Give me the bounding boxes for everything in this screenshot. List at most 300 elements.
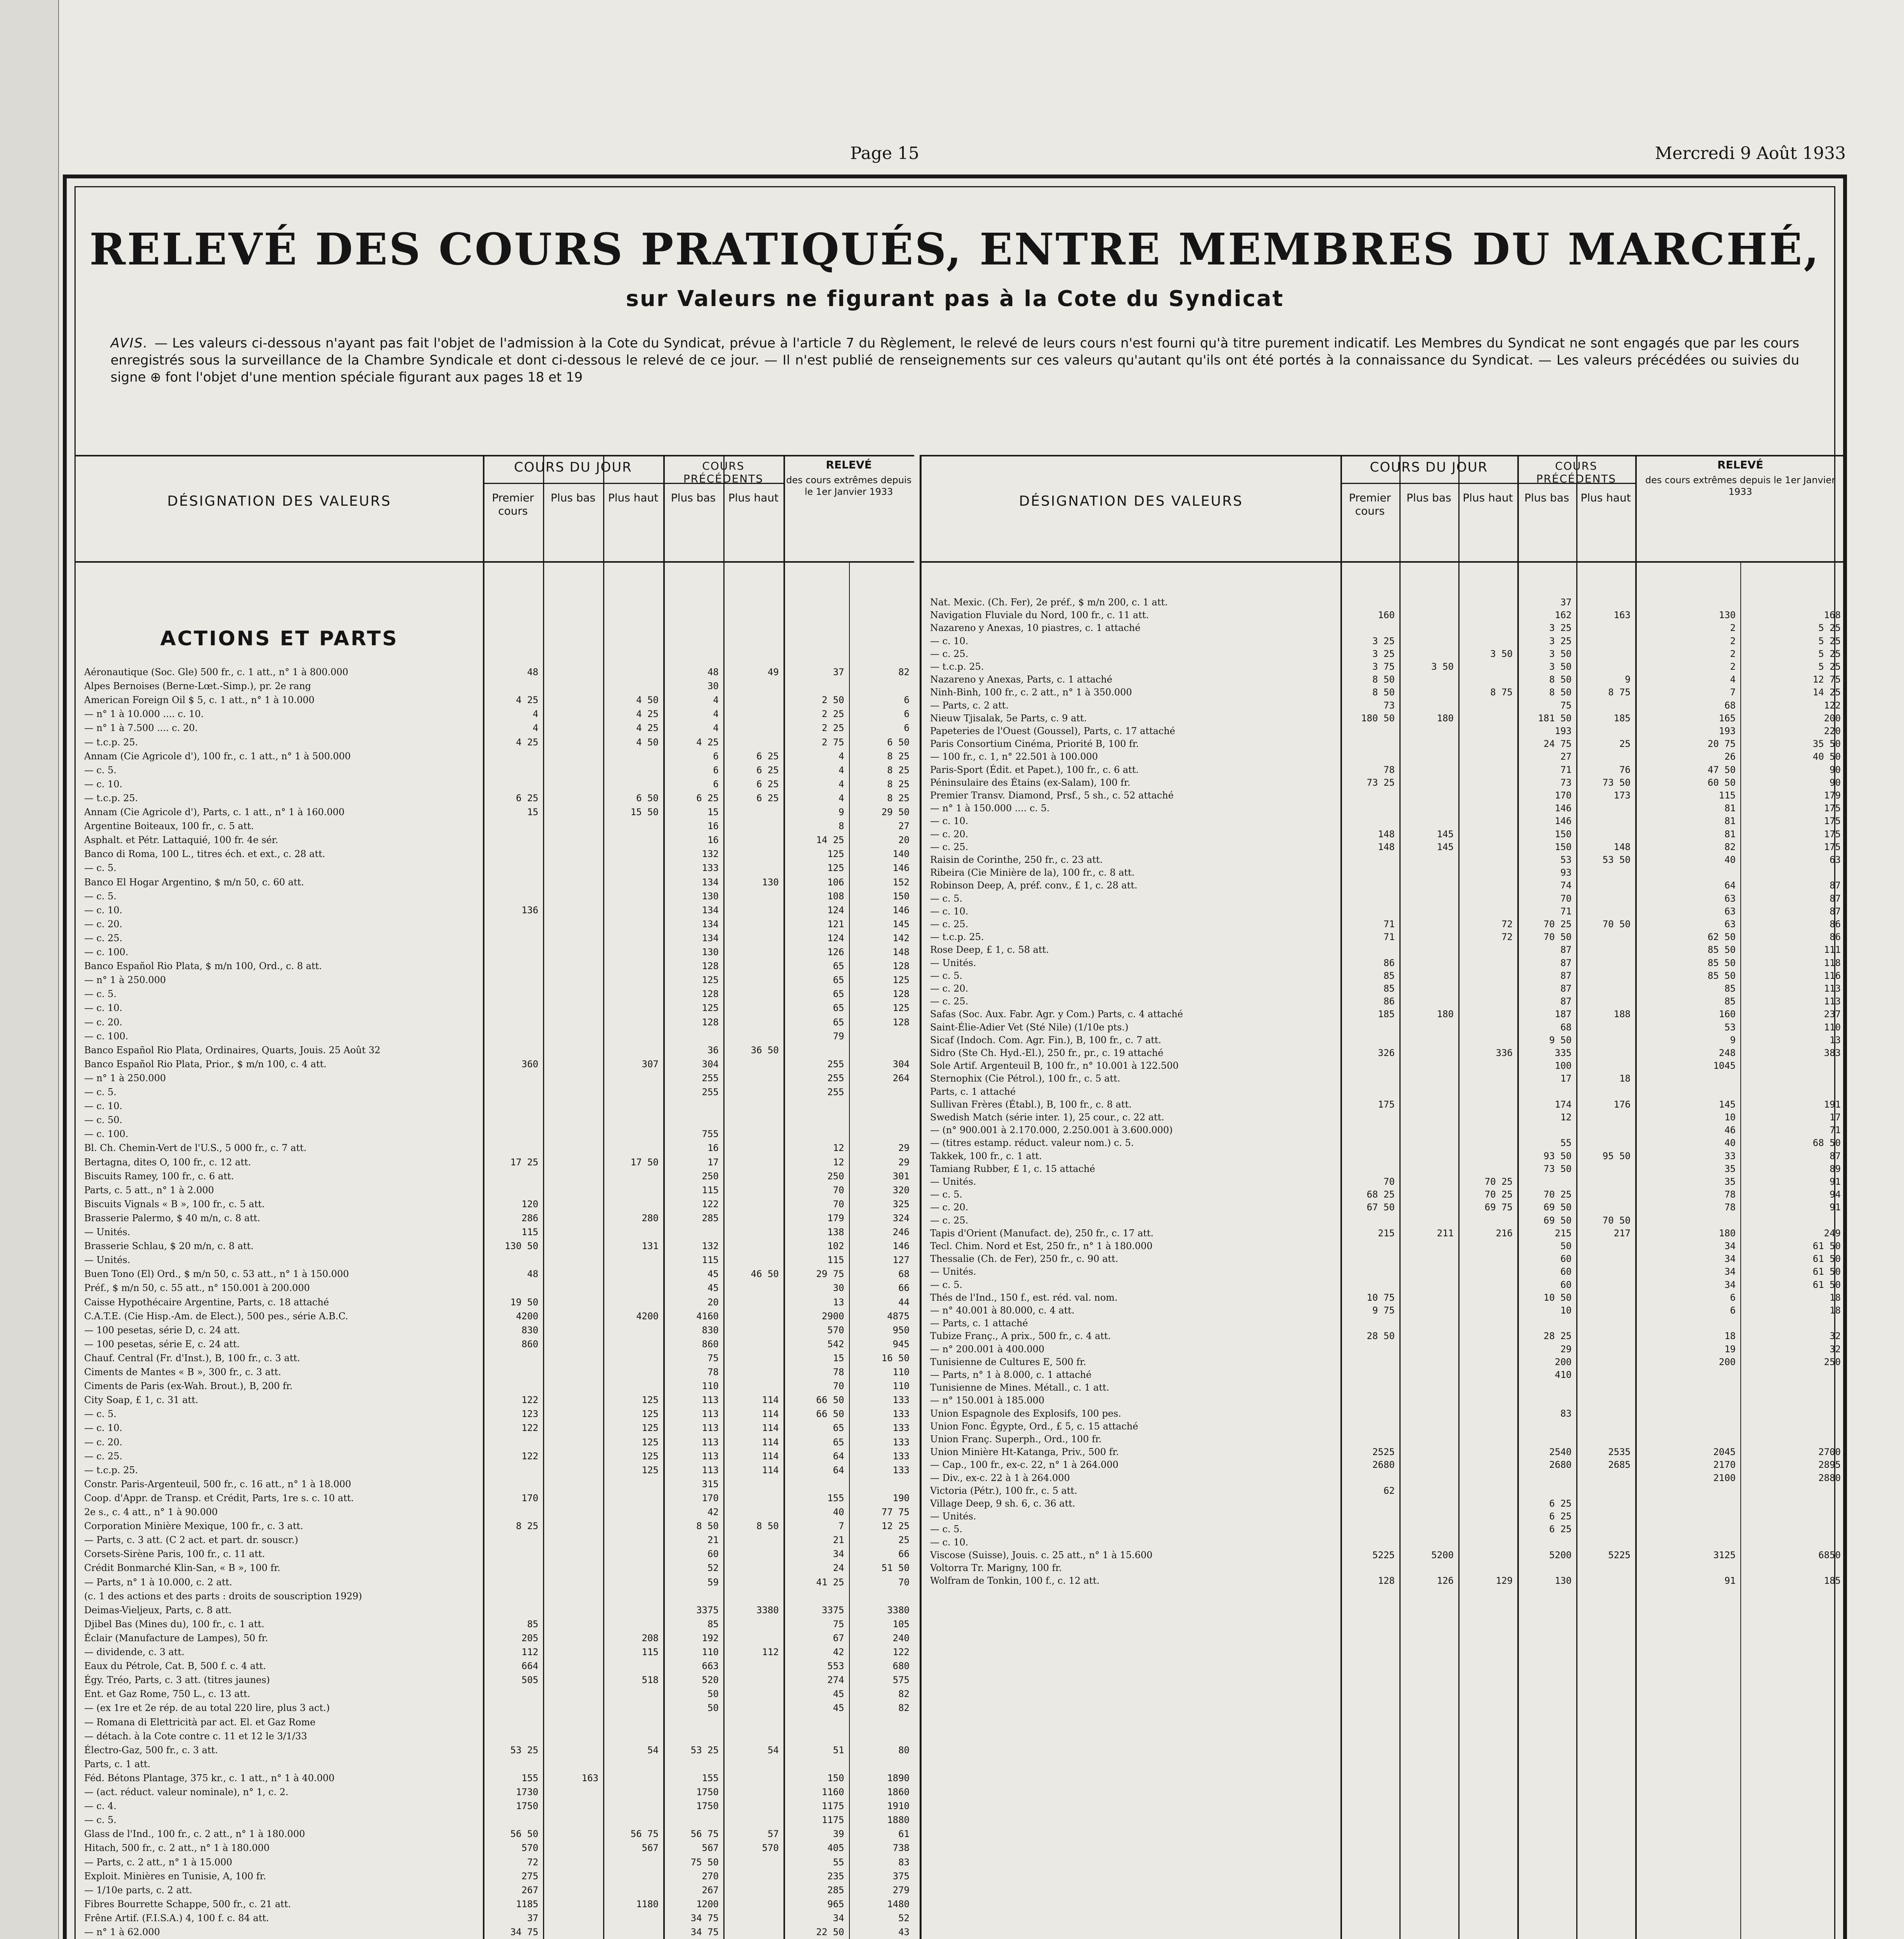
price-prec-bas: 170 bbox=[1555, 790, 1572, 801]
releve-high: 375 bbox=[892, 1870, 910, 1882]
price-premier: 6 25 bbox=[516, 792, 538, 804]
security-name: Saint-Élie-Adier Vet (Sté Nile) (1/10e pts.) bbox=[930, 1021, 1129, 1033]
price-prec-haut: 8 75 bbox=[1608, 687, 1631, 698]
right-table-row bbox=[922, 892, 1845, 905]
security-name: Sole Artif. Argenteuil B, 100 fr., n° 10.001 à 122.500 bbox=[930, 1060, 1179, 1071]
releve-high: 32 bbox=[1830, 1331, 1841, 1342]
security-name: — t.c.p. 25. bbox=[930, 931, 984, 943]
security-name: — n° 1 à 150.000 .... c. 5. bbox=[930, 803, 1050, 814]
price-plus-bas: 145 bbox=[1437, 841, 1454, 852]
price-prec-bas: 133 bbox=[702, 862, 719, 874]
security-name: Union Espagnole des Explosifs, 100 pes. bbox=[930, 1408, 1121, 1419]
price-prec-bas: 87 bbox=[1560, 983, 1572, 994]
security-name: — (act. réduct. valeur nominale), n° 1, c. 2. bbox=[84, 1787, 289, 1797]
price-premier: 85 bbox=[1383, 983, 1395, 994]
security-name: Takkek, 100 fr., c. 1 att. bbox=[930, 1150, 1042, 1161]
releve-low: 29 75 bbox=[816, 1268, 844, 1280]
left-header-premier: Premier cours bbox=[492, 491, 534, 517]
price-plus-haut: 280 bbox=[642, 1212, 659, 1224]
price-plus-haut: 72 bbox=[1501, 931, 1513, 943]
left-table-row bbox=[76, 736, 914, 749]
price-premier: 9 75 bbox=[1372, 1305, 1395, 1316]
price-prec-bas: 27 bbox=[1560, 751, 1572, 762]
price-plus-bas: 211 bbox=[1437, 1227, 1454, 1239]
security-name: Brasserie Schlau, $ 20 m/n, c. 8 att. bbox=[84, 1241, 254, 1252]
security-name: Banco El Hogar Argentino, $ m/n 50, c. 60 att. bbox=[84, 876, 304, 888]
releve-low: 18 bbox=[1724, 1331, 1736, 1342]
releve-high: 145 bbox=[892, 918, 910, 930]
releve-high: 185 bbox=[1824, 1575, 1841, 1586]
releve-high: 240 bbox=[892, 1632, 910, 1643]
price-prec-bas: 17 bbox=[1560, 1073, 1572, 1084]
right-header-prec-bas: Plus bas bbox=[1524, 491, 1569, 504]
releve-high: 12 25 bbox=[881, 1521, 910, 1532]
price-premier: 8 50 bbox=[1372, 674, 1395, 685]
releve-low: 40 bbox=[1724, 854, 1736, 865]
notice-lead: AVIS. bbox=[111, 335, 149, 351]
releve-low: 2100 bbox=[1713, 1472, 1736, 1483]
security-name: Crédit Bonmarché Klin-San, « B », 100 fr. bbox=[84, 1562, 280, 1574]
price-prec-bas: 110 bbox=[702, 1647, 719, 1657]
left-header-prec-bas: Plus bas bbox=[671, 491, 716, 504]
security-name: Parts, c. 5 att., n° 1 à 2.000 bbox=[84, 1184, 214, 1196]
releve-high: 146 bbox=[892, 904, 910, 916]
right-table-row bbox=[922, 738, 1845, 750]
releve-high: 8 25 bbox=[887, 792, 910, 804]
releve-low: 4 bbox=[839, 792, 844, 804]
security-name: — c. 25. bbox=[930, 996, 968, 1007]
security-name: City Soap, £ 1, c. 31 att. bbox=[84, 1395, 199, 1406]
releve-low: 2 75 bbox=[821, 736, 844, 748]
releve-high: 168 bbox=[1824, 610, 1841, 621]
releve-low: 35 bbox=[1724, 1176, 1736, 1187]
price-prec-bas: 130 bbox=[702, 890, 719, 902]
right-table-row bbox=[922, 1497, 1845, 1510]
left-table-row bbox=[76, 708, 914, 721]
security-name: Bertagna, dites O, 100 fr., c. 12 att. bbox=[84, 1156, 251, 1168]
price-premier: 73 bbox=[1383, 700, 1395, 711]
left-table-row bbox=[76, 1198, 914, 1211]
releve-low: 64 bbox=[833, 1450, 844, 1462]
price-prec-haut: 570 bbox=[762, 1842, 779, 1854]
price-prec-bas: 28 25 bbox=[1543, 1331, 1572, 1342]
right-table-row bbox=[922, 1330, 1845, 1343]
price-prec-bas: 69 50 bbox=[1543, 1215, 1572, 1226]
security-name: Biscuits Ramey, 100 fr., c. 6 att. bbox=[84, 1170, 234, 1182]
left-table-row bbox=[76, 960, 914, 973]
releve-low: 542 bbox=[827, 1338, 844, 1350]
releve-high: 61 bbox=[898, 1828, 910, 1840]
price-prec-bas: 132 bbox=[702, 849, 719, 860]
price-plus-haut: 115 bbox=[642, 1647, 659, 1657]
releve-low: 165 bbox=[1719, 712, 1736, 724]
price-premier: 122 bbox=[521, 1422, 538, 1434]
left-table-row bbox=[76, 1772, 914, 1785]
releve-high: 128 bbox=[892, 1016, 910, 1028]
price-plus-haut: 125 bbox=[642, 1395, 659, 1406]
releve-low: 65 bbox=[833, 975, 844, 986]
left-table-row bbox=[76, 1324, 914, 1337]
security-name: Banco Español Rio Plata, Prior., $ m/n 100, c. 4 att. bbox=[84, 1058, 327, 1070]
security-name: Buen Tono (El) Ord., $ m/n 50, c. 53 att., n° 1 à 150.000 bbox=[84, 1268, 349, 1280]
releve-high: 86 bbox=[1830, 931, 1841, 943]
price-premier: 1730 bbox=[516, 1787, 538, 1797]
price-plus-haut: 216 bbox=[1496, 1227, 1513, 1239]
left-table-row bbox=[76, 1282, 914, 1294]
adjacent-page-strip bbox=[0, 0, 60, 1939]
security-name: Djibel Bas (Mines du), 100 fr., c. 1 att. bbox=[84, 1618, 265, 1630]
price-premier: 170 bbox=[521, 1492, 538, 1504]
price-prec-haut: 2685 bbox=[1608, 1459, 1631, 1471]
security-name: — c. 5. bbox=[930, 1189, 963, 1200]
security-name: Parts, c. 1 att. bbox=[84, 1758, 150, 1770]
security-name: Sidro (Ste Ch. Hyd.-El.), 250 fr., pr., c. 19 attaché bbox=[930, 1047, 1164, 1058]
price-prec-bas: 113 bbox=[702, 1422, 719, 1434]
security-name: — c. 50. bbox=[84, 1115, 123, 1126]
left-table-row bbox=[76, 1744, 914, 1757]
security-name: Thessalie (Ch. de Fer), 250 fr., c. 90 att. bbox=[930, 1253, 1119, 1265]
price-prec-bas: 73 50 bbox=[1543, 1163, 1572, 1174]
right-table-row bbox=[922, 622, 1845, 634]
releve-low: 14 25 bbox=[816, 835, 844, 846]
releve-high: 950 bbox=[892, 1324, 910, 1336]
left-table-row bbox=[76, 988, 914, 1001]
releve-low: 10 bbox=[1724, 1112, 1736, 1123]
price-premier: 3 75 bbox=[1372, 661, 1395, 672]
price-premier: 326 bbox=[1378, 1047, 1395, 1058]
price-premier: 17 25 bbox=[510, 1156, 538, 1168]
price-prec-bas: 87 bbox=[1560, 957, 1572, 968]
left-table-row bbox=[76, 1128, 914, 1141]
price-prec-haut: 5225 bbox=[1608, 1549, 1631, 1561]
releve-high: 125 bbox=[892, 1002, 910, 1014]
releve-high: 140 bbox=[892, 849, 910, 860]
security-name: — dividende, c. 3 att. bbox=[84, 1647, 185, 1657]
security-name: Sullivan Frères (Établ.), B, 100 fr., c. 8 att. bbox=[930, 1099, 1132, 1110]
releve-low: 150 bbox=[827, 1772, 844, 1783]
right-table-row bbox=[922, 1214, 1845, 1227]
releve-high: 3380 bbox=[887, 1604, 910, 1616]
security-name: — t.c.p. 25. bbox=[84, 1464, 138, 1476]
security-name: Union Minière Ht-Katanga, Priv., 500 fr. bbox=[930, 1446, 1119, 1458]
price-prec-bas: 17 bbox=[707, 1156, 719, 1168]
releve-low: 102 bbox=[827, 1241, 844, 1252]
security-name: Nat. Mexic. (Ch. Fer), 2e préf., $ m/n 200, c. 1 att. bbox=[930, 597, 1168, 608]
releve-low: 2 bbox=[1730, 622, 1736, 634]
price-prec-bas: 128 bbox=[702, 1016, 719, 1028]
price-plus-haut: 17 50 bbox=[630, 1156, 659, 1168]
security-name: — c. 20. bbox=[930, 1202, 968, 1213]
left-table-row bbox=[76, 1730, 914, 1743]
price-premier: 120 bbox=[521, 1198, 538, 1210]
left-table-row bbox=[76, 1254, 914, 1267]
right-table-row bbox=[922, 1317, 1845, 1330]
right-table-row bbox=[922, 1059, 1845, 1072]
price-prec-bas: 45 bbox=[707, 1282, 719, 1294]
releve-low: 179 bbox=[827, 1212, 844, 1224]
price-prec-haut: 6 25 bbox=[756, 750, 779, 762]
left-table-row bbox=[76, 946, 914, 959]
price-plus-haut: 518 bbox=[642, 1675, 659, 1686]
releve-high: 68 50 bbox=[1812, 1137, 1841, 1149]
price-premier: 5225 bbox=[1372, 1549, 1395, 1561]
price-prec-haut: 148 bbox=[1613, 841, 1631, 852]
price-prec-bas: 4160 bbox=[696, 1310, 719, 1322]
security-name: Péninsulaire des Étains (ex-Salam), 100 fr. bbox=[930, 777, 1131, 788]
security-name: Hitach, 500 fr., c. 2 att., n° 1 à 180.000 bbox=[84, 1842, 270, 1854]
left-table-row bbox=[76, 1660, 914, 1673]
left-table-row bbox=[76, 1408, 914, 1421]
releve-low: 285 bbox=[827, 1884, 844, 1896]
price-prec-bas: 8 50 bbox=[696, 1521, 719, 1532]
releve-high: 87 bbox=[1830, 1150, 1841, 1161]
releve-low: 34 bbox=[1724, 1253, 1736, 1265]
releve-low: 108 bbox=[827, 890, 844, 902]
price-premier: 37 bbox=[527, 1912, 538, 1923]
releve-low: 35 bbox=[1724, 1163, 1736, 1174]
releve-high: 2880 bbox=[1818, 1472, 1841, 1483]
security-name: — c. 5. bbox=[930, 893, 963, 904]
left-table-row bbox=[76, 1086, 914, 1099]
right-table-row bbox=[922, 815, 1845, 828]
releve-low: 78 bbox=[833, 1367, 844, 1377]
price-premier: 148 bbox=[1378, 828, 1395, 840]
price-prec-bas: 73 bbox=[1560, 777, 1572, 788]
price-prec-haut: 46 50 bbox=[751, 1268, 779, 1280]
price-prec-bas: 193 bbox=[1555, 726, 1572, 736]
right-header-prec-haut: Plus haut bbox=[1581, 491, 1631, 504]
price-plus-bas: 5200 bbox=[1431, 1549, 1454, 1561]
releve-low: 255 bbox=[827, 1087, 844, 1097]
left-table-row bbox=[76, 680, 914, 693]
left-table-row bbox=[76, 1688, 914, 1701]
security-name: — Parts, c. 2 att., n° 1 à 15.000 bbox=[84, 1856, 232, 1868]
releve-high: 91 bbox=[1830, 1202, 1841, 1213]
price-prec-bas: 755 bbox=[702, 1128, 719, 1140]
security-name: — Cap., 100 fr., ex-c. 22, n° 1 à 264.000 bbox=[930, 1459, 1119, 1471]
left-header-designation: DÉSIGNATION DES VALEURS bbox=[167, 493, 391, 509]
security-name: Brasserie Palermo, $ 40 m/n, c. 8 att. bbox=[84, 1212, 260, 1224]
security-name: — c. 5. bbox=[930, 970, 963, 981]
releve-high: 82 bbox=[898, 1702, 910, 1714]
price-prec-bas: 315 bbox=[702, 1478, 719, 1490]
price-prec-bas: 45 bbox=[707, 1268, 719, 1280]
price-premier: 85 bbox=[1383, 970, 1395, 981]
releve-low: 24 bbox=[833, 1562, 844, 1574]
releve-low: 67 bbox=[833, 1632, 844, 1643]
price-premier: 112 bbox=[521, 1647, 538, 1657]
releve-high: 110 bbox=[892, 1381, 910, 1392]
releve-low: 45 bbox=[833, 1688, 844, 1700]
price-prec-bas: 6 25 bbox=[1549, 1498, 1572, 1509]
releve-low: 570 bbox=[827, 1324, 844, 1336]
releve-low: 33 bbox=[1724, 1150, 1736, 1161]
price-prec-bas: 110 bbox=[702, 1381, 719, 1392]
security-name: — 100 pesetas, série D, c. 24 att. bbox=[84, 1324, 240, 1336]
security-name: — c. 20. bbox=[930, 983, 968, 994]
left-table-row bbox=[76, 1870, 914, 1883]
releve-high: 133 bbox=[892, 1450, 910, 1462]
price-prec-bas: 267 bbox=[702, 1884, 719, 1896]
price-premier: 175 bbox=[1378, 1099, 1395, 1110]
releve-high: 61 50 bbox=[1812, 1253, 1841, 1265]
price-prec-bas: 56 75 bbox=[690, 1828, 719, 1840]
security-name: (c. 1 des actions et des parts : droits de souscription 1929) bbox=[84, 1590, 362, 1602]
releve-high: 71 bbox=[1830, 1125, 1841, 1136]
price-plus-haut: 15 50 bbox=[630, 807, 659, 817]
price-prec-haut: 57 bbox=[768, 1828, 779, 1840]
right-table-row bbox=[922, 789, 1845, 802]
left-table-row bbox=[76, 1142, 914, 1154]
releve-low: 138 bbox=[827, 1227, 844, 1237]
price-premier: 215 bbox=[1378, 1227, 1395, 1239]
releve-low: 70 bbox=[833, 1184, 844, 1196]
releve-low: 63 bbox=[1724, 919, 1736, 930]
price-prec-bas: 53 25 bbox=[690, 1744, 719, 1756]
releve-high: 8 25 bbox=[887, 778, 910, 790]
price-prec-bas: 663 bbox=[702, 1661, 719, 1672]
left-table-row bbox=[76, 1912, 914, 1925]
right-table-row bbox=[922, 1446, 1845, 1459]
security-name: Ninh-Binh, 100 fr., c. 2 att., n° 1 à 350.000 bbox=[930, 687, 1132, 698]
price-prec-bas: 34 75 bbox=[690, 1927, 719, 1937]
releve-high: 18 bbox=[1830, 1305, 1841, 1316]
price-prec-bas: 12 bbox=[1560, 1112, 1572, 1123]
price-prec-haut: 173 bbox=[1613, 790, 1631, 801]
price-premier: 48 bbox=[527, 1268, 538, 1280]
security-name: Navigation Fluviale du Nord, 100 fr., c. 11 att. bbox=[930, 610, 1149, 621]
price-prec-bas: 155 bbox=[702, 1772, 719, 1783]
price-prec-bas: 134 bbox=[702, 876, 719, 888]
price-prec-bas: 335 bbox=[1555, 1047, 1572, 1058]
price-prec-bas: 53 bbox=[1560, 854, 1572, 865]
price-premier: 4200 bbox=[516, 1310, 538, 1322]
releve-low: 70 bbox=[833, 1381, 844, 1392]
price-plus-haut: 125 bbox=[642, 1450, 659, 1462]
right-table-row bbox=[922, 1175, 1845, 1188]
price-plus-haut: 69 75 bbox=[1484, 1202, 1513, 1213]
price-prec-bas: 16 bbox=[707, 821, 719, 832]
releve-low: 75 bbox=[833, 1618, 844, 1630]
releve-high: 27 bbox=[898, 821, 910, 832]
price-prec-bas: 71 bbox=[1560, 906, 1572, 917]
releve-high: 87 bbox=[1830, 880, 1841, 891]
releve-low: 85 50 bbox=[1707, 970, 1736, 981]
price-prec-bas: 146 bbox=[1555, 816, 1572, 827]
price-prec-bas: 24 75 bbox=[1543, 738, 1572, 750]
releve-high: 83 bbox=[898, 1856, 910, 1868]
left-table-row bbox=[76, 1058, 914, 1071]
price-premier: 8 25 bbox=[516, 1521, 538, 1532]
right-table-row bbox=[922, 673, 1845, 686]
left-table-row bbox=[76, 1170, 914, 1183]
security-name: — c. 5. bbox=[84, 1815, 117, 1826]
price-prec-haut: 163 bbox=[1613, 610, 1631, 621]
price-prec-haut: 53 50 bbox=[1602, 854, 1631, 865]
releve-high: 8 25 bbox=[887, 750, 910, 762]
releve-high: 14 25 bbox=[1812, 687, 1841, 698]
left-table-row bbox=[76, 666, 914, 679]
price-prec-bas: 113 bbox=[702, 1395, 719, 1406]
right-table-row bbox=[922, 1472, 1845, 1484]
price-premier: 53 25 bbox=[510, 1744, 538, 1756]
right-table-row bbox=[922, 1407, 1845, 1420]
price-prec-bas: 50 bbox=[707, 1688, 719, 1700]
security-name: C.A.T.E. (Cie Hisp.-Am. de Elect.), 500 pes., série A.B.C. bbox=[84, 1310, 348, 1322]
releve-low: 125 bbox=[827, 862, 844, 874]
right-table-row bbox=[922, 1253, 1845, 1265]
releve-high: 40 50 bbox=[1812, 751, 1841, 762]
releve-high: 29 50 bbox=[881, 807, 910, 817]
price-prec-haut: 6 25 bbox=[756, 778, 779, 790]
security-name: Paris-Sport (Édit. et Papet.), 100 fr., c. 6 att. bbox=[930, 764, 1139, 775]
price-prec-bas: 60 bbox=[1560, 1279, 1572, 1290]
right-table-row bbox=[922, 1574, 1845, 1587]
releve-low: 6 bbox=[1730, 1305, 1736, 1316]
left-table-row bbox=[76, 1604, 914, 1617]
releve-high: 279 bbox=[892, 1884, 910, 1896]
right-table-row bbox=[922, 635, 1845, 648]
notice-text: — Les valeurs ci-dessous n'ayant pas fait l'objet de l'admission à la Cote du Syndicat, prévue à l'article 7 du Règlement, le relevé de leurs cours n'est fourni qu'à titre purement indicatif. Les Membres du Syndicat ne sont engagés que par les cours enregistrés sous la surveillance de la Chambre Syndicale et dont ci-dessous le relevé de ce jour. — Il n'est publié de renseignements sur ces valeurs qu'autant qu'ils ont été portés à la connaissance du Syndicat. — Les valeurs précédées ou suivies du signe ⊕ font l'objet d'une mention spéciale figurant aux pages 18 et 19 bbox=[111, 335, 1799, 385]
left-table-row bbox=[76, 1562, 914, 1574]
left-table-row bbox=[76, 848, 914, 861]
listing-frame-inner bbox=[74, 186, 1841, 1939]
releve-high: 116 bbox=[1824, 970, 1841, 981]
releve-high: 63 bbox=[1830, 854, 1841, 865]
security-name: Corsets-Sirène Paris, 100 fr., c. 11 att. bbox=[84, 1548, 265, 1560]
releve-high: 52 bbox=[898, 1912, 910, 1923]
left-table-row bbox=[76, 750, 914, 763]
releve-high: 91 bbox=[1830, 1176, 1841, 1187]
price-prec-bas: 1750 bbox=[696, 1801, 719, 1812]
left-table-row bbox=[76, 1296, 914, 1309]
security-name: Nieuw Tjisalak, 5e Parts, c. 9 att. bbox=[930, 712, 1087, 724]
releve-high: 51 50 bbox=[881, 1562, 910, 1574]
releve-low: 9 bbox=[1730, 1034, 1736, 1046]
left-table-row bbox=[76, 1884, 914, 1897]
releve-low: 145 bbox=[1719, 1099, 1736, 1110]
security-name: Union Franç. Superph., Ord., 100 fr. bbox=[930, 1434, 1102, 1445]
releve-high: 5 25 bbox=[1818, 661, 1841, 672]
price-premier: 286 bbox=[521, 1212, 538, 1224]
security-name: — n° 1 à 62.000 bbox=[84, 1927, 160, 1937]
security-name: Annam (Cie Agricole d'), 100 fr., c. 1 att., n° 1 à 500.000 bbox=[84, 750, 351, 762]
security-name: Exploit. Minières en Tunisie, A, 100 fr. bbox=[84, 1870, 266, 1882]
price-prec-bas: 134 bbox=[702, 904, 719, 916]
releve-high: 70 bbox=[898, 1576, 910, 1588]
security-name: Premier Transv. Diamond, Prsf., 5 sh., c. 52 attaché bbox=[930, 790, 1174, 801]
security-name: Deimas-Vieljeux, Parts, c. 8 att. bbox=[84, 1604, 232, 1616]
right-header-premier: Premier cours bbox=[1349, 491, 1391, 517]
price-prec-bas: 215 bbox=[1555, 1227, 1572, 1239]
releve-low: 47 50 bbox=[1707, 764, 1736, 775]
price-plus-bas: 180 bbox=[1437, 712, 1454, 724]
releve-low: 200 bbox=[1719, 1356, 1736, 1367]
security-name: Caisse Hypothécaire Argentine, Parts, c. 18 attaché bbox=[84, 1296, 329, 1308]
price-prec-bas: 5200 bbox=[1549, 1549, 1572, 1561]
left-table-row bbox=[76, 1534, 914, 1547]
security-name: Swedish Match (série inter. 1), 25 cour., c. 22 att. bbox=[930, 1112, 1164, 1123]
releve-low: 255 bbox=[827, 1072, 844, 1084]
releve-high: 68 bbox=[898, 1268, 910, 1280]
releve-low: 405 bbox=[827, 1842, 844, 1854]
right-table-row bbox=[922, 1111, 1845, 1124]
left-table-row bbox=[76, 1898, 914, 1911]
price-prec-bas: 60 bbox=[707, 1548, 719, 1560]
price-prec-bas: 55 bbox=[1560, 1137, 1572, 1149]
releve-high: 61 50 bbox=[1812, 1279, 1841, 1290]
price-prec-haut: 217 bbox=[1613, 1227, 1631, 1239]
